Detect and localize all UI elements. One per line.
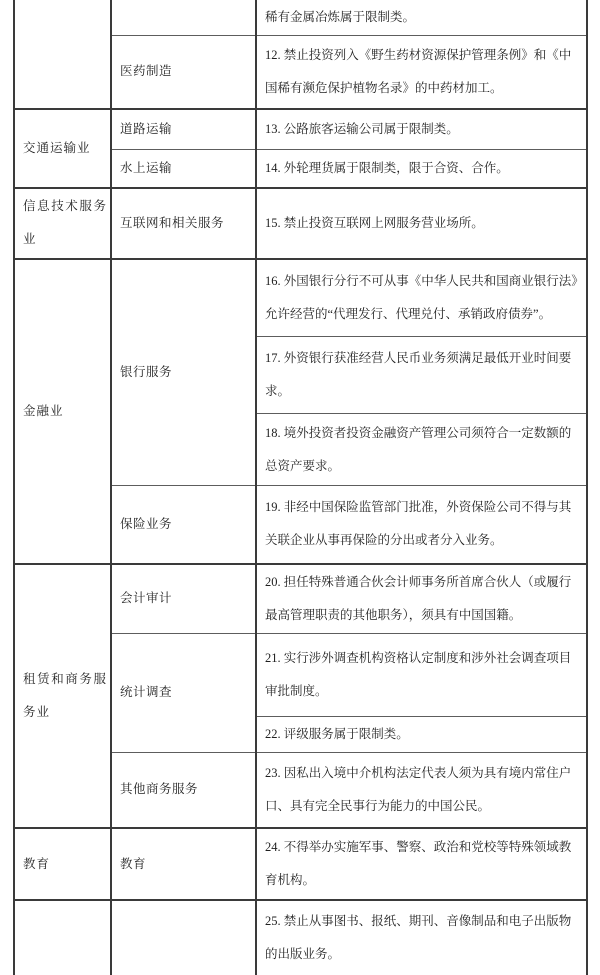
measure-cell: 23. 因私出入境中介机构法定代表人须为具有境内常住户口、具有完全民事行为能力的中国公民。 (256, 752, 587, 828)
category-cell: 教育 (14, 828, 111, 900)
category-cell (14, 0, 111, 109)
category-cell: 金融业 (14, 259, 111, 564)
measure-cell: 25. 禁止从事图书、报纸、期刊、音像制品和电子出版物的出版业务。 (256, 900, 587, 975)
measure-cell: 18. 境外投资者投资金融资产管理公司须符合一定数额的总资产要求。 (256, 414, 587, 486)
subcategory-cell: 银行服务 (111, 259, 256, 486)
measure-cell: 13. 公路旅客运输公司属于限制类。 (256, 109, 587, 150)
subcategory-cell: 医药制造 (111, 36, 256, 109)
subcategory-cell: 教育 (111, 828, 256, 900)
subcategory-cell (111, 900, 256, 975)
measure-cell: 22. 评级服务属于限制类。 (256, 716, 587, 752)
measure-cell: 稀有金属冶炼属于限制类。 (256, 0, 587, 36)
subcategory-cell: 会计审计 (111, 564, 256, 634)
measure-cell: 20. 担任特殊普通合伙会计师事务所首席合伙人（或履行最高管理职责的其他职务），须具有中国国籍。 (256, 564, 587, 634)
category-cell: 租赁和商务服务业 (14, 564, 111, 829)
subcategory-cell: 互联网和相关服务 (111, 188, 256, 259)
measure-cell: 17. 外资银行获准经营人民币业务须满足最低开业时间要求。 (256, 337, 587, 414)
measure-cell: 24. 不得举办实施军事、警察、政治和党校等特殊领域教育机构。 (256, 828, 587, 900)
measure-cell: 12. 禁止投资列入《野生药材资源保护管理条例》和《中国稀有濒危保护植物名录》的中药材加工。 (256, 36, 587, 109)
measure-cell: 19. 非经中国保险监管部门批准，外资保险公司不得与其关联企业从事再保险的分出或者分入业务。 (256, 486, 587, 564)
subcategory-cell: 保险业务 (111, 486, 256, 564)
measure-cell: 15. 禁止投资互联网上网服务营业场所。 (256, 188, 587, 259)
subcategory-cell: 道路运输 (111, 109, 256, 150)
subcategory-cell: 水上运输 (111, 150, 256, 188)
category-cell: 信息技术服务业 (14, 188, 111, 259)
measure-cell: 21. 实行涉外调查机构资格认定制度和涉外社会调查项目审批制度。 (256, 633, 587, 716)
negative-list-table (13, 0, 588, 975)
subcategory-cell: 其他商务服务 (111, 752, 256, 828)
measure-cell: 16. 外国银行分行不可从事《中华人民共和国商业银行法》允许经营的“代理发行、代理兑付、承销政府债券”。 (256, 259, 587, 337)
category-cell: 交通运输业 (14, 109, 111, 188)
measure-cell: 14. 外轮理货属于限制类，限于合资、合作。 (256, 150, 587, 188)
category-cell (14, 900, 111, 975)
subcategory-cell (111, 0, 256, 36)
subcategory-cell: 统计调查 (111, 633, 256, 752)
